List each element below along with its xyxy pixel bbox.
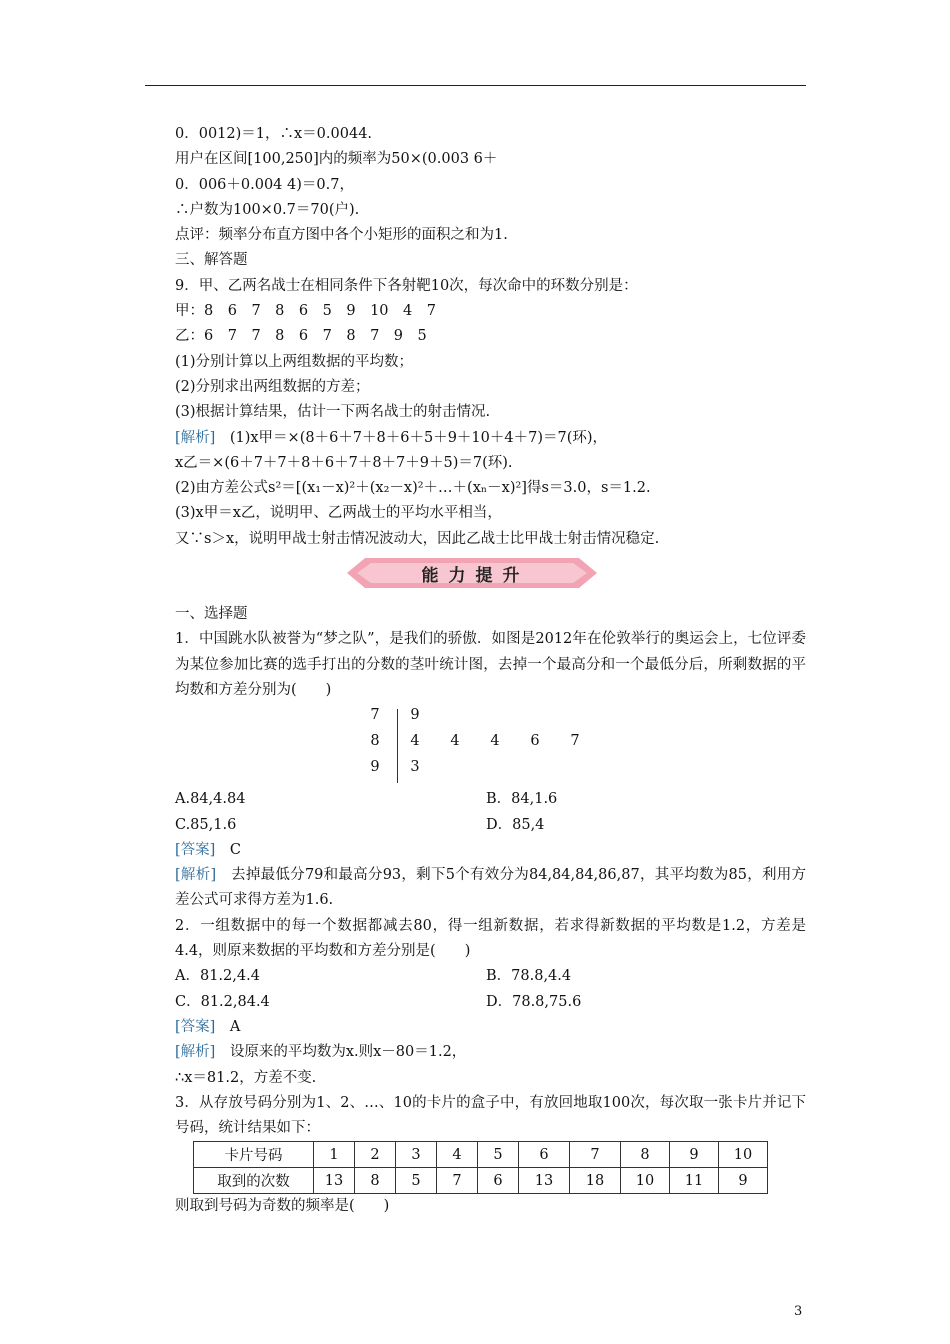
analysis-text: 去掉最低分79和最高分93，剩下5个有效分为84,84,84,86,87，其平均数为85，利用方差公式可求得方差为1.6. [175,867,807,909]
table-cell: 4 [437,1142,478,1168]
table-cell: 5 [478,1142,519,1168]
leaf-value: 4 [490,733,500,750]
question-2-text: 2．一组数据中的每一个数据都减去80，得一组新数据，若求得新数据的平均数是1.2，方差是4.4，则原来数据的平均数和方差分别是( ) [175,917,806,960]
stem-value: 8 [370,733,380,750]
text-line: 点评：频率分布直方图中各个小矩形的面积之和为1. [175,227,508,244]
q2-options-row [145,990,806,1015]
table-cell: 9 [719,1168,768,1194]
question-3-text: 3．从存放号码分别为1、2、…、10的卡片的盒子中，有放回地取100次，每次取一张卡片并记下号码，统计结果如下： [175,1094,806,1137]
table-cell: 1 [314,1142,355,1168]
option-a: A.84,4.84 [175,791,246,808]
q2-answer [145,1015,806,1040]
table-cell: 8 [355,1168,396,1194]
table-cell: 8 [621,1142,670,1168]
leaf-value: 4 [450,733,460,750]
table-cell: 7 [570,1142,621,1168]
stem-leaf-plot [145,707,806,785]
option-d: D．78.8,75.6 [486,993,582,1010]
table-header-cell: 取到的次数 [194,1168,314,1194]
table-cell: 6 [519,1142,570,1168]
analysis-tag: [解析] [175,1044,216,1061]
table-cell: 2 [355,1142,396,1168]
section-banner [145,554,806,594]
answer-value: A [229,1018,241,1035]
question-9-text: 9．甲、乙两名战士在相同条件下各射靶10次，每次命中的环数分别是： [175,277,638,294]
option-c: C.85,1.6 [175,816,237,833]
table-cell: 13 [314,1168,355,1194]
stem-value: 9 [370,759,380,776]
leaf-value: 6 [530,733,540,750]
table-cell: 9 [670,1142,719,1168]
stem-value: 7 [370,707,380,724]
q9-analysis-line: (2)由方差公式s²＝[(x₁－x)²＋(x₂－x)²＋…＋(xₙ－x)²]得s＝3.0，s＝1.2. [175,480,651,497]
answer-value: C [229,841,241,858]
table-cell: 18 [570,1168,621,1194]
q9-part-2: (2)分别求出两组数据的方差； [175,378,370,395]
banner-title: 能力提升 [421,566,530,587]
option-d: D．85,4 [486,816,545,833]
card-count-table [193,1141,768,1194]
page-number: 3 [794,1304,803,1319]
option-b: B．84,1.6 [486,791,558,808]
q9-part-1: (1)分别计算以上两组数据的平均数； [175,353,414,370]
table-cell: 13 [519,1168,570,1194]
q9-analysis-line: (3)x甲＝x乙，说明甲、乙两战士的平均水平相当， [175,505,502,522]
q1-options-row [145,813,806,838]
section-heading: 一、选择题 [175,606,248,623]
stem-divider [397,709,398,783]
q2-analysis-line: ∴x＝81.2，方差不变. [175,1069,317,1086]
option-a: A．81.2,4.4 [175,968,260,985]
text-line: 0．0012)＝1，∴x＝0.0044. [175,126,373,142]
text-line: 0．006＋0.004 4)＝0.7， [175,176,354,193]
q9-data-yi: 乙：6 7 7 8 6 7 8 7 9 5 [175,328,427,345]
analysis-tag: [解析] [175,867,217,884]
table-cell: 5 [396,1168,437,1194]
table-cell: 11 [670,1168,719,1194]
q1-options-row [145,787,806,812]
answer-tag: [答案] [175,841,216,858]
q9-analysis-line: x乙＝×(6＋7＋7＋8＋6＋7＋8＋7＋9＋5)＝7(环). [175,454,513,471]
leaf-value: 9 [410,707,420,724]
q9-part-3: (3)根据计算结果，估计一下两名战士的射击情况. [175,404,491,421]
option-b: B．78.8,4.4 [486,968,572,985]
answer-tag: [答案] [175,1018,216,1035]
section-heading: 三、解答题 [175,252,248,269]
table-cell: 10 [621,1168,670,1194]
q2-options-row [145,964,806,989]
leaf-value: 4 [410,733,420,750]
table-cell: 6 [478,1168,519,1194]
analysis-text: (1)x甲＝×(8＋6＋7＋8＋6＋5＋9＋10＋4＋7)＝7(环)， [229,429,608,446]
q1-analysis [145,863,806,914]
table-cell: 10 [719,1142,768,1168]
analysis-tag: [解析] [175,429,216,446]
text-line: 用户在区间[100,250]内的频率为50×(0.003 6＋ [175,151,498,168]
q9-analysis-line [145,426,806,451]
text-line: ∴户数为100×0.7＝70(户). [175,201,360,218]
table-row [194,1142,768,1168]
leaf-value: 7 [570,733,580,750]
table-row [194,1168,768,1194]
q2-analysis [145,1040,806,1065]
q9-data-jia: 甲：8 6 7 8 6 5 9 10 4 7 [175,303,436,320]
q1-answer [145,838,806,863]
analysis-text: 设原来的平均数为x.则x－80＝1.2， [229,1044,467,1061]
q9-analysis-line: 又∵s＞x，说明甲战士射击情况波动大，因此乙战士比甲战士射击情况稳定. [175,530,660,547]
table-header-cell: 卡片号码 [194,1142,314,1168]
q3-question-end: 则取到号码为奇数的频率是( ) [175,1198,390,1215]
leaf-value: 3 [410,759,420,776]
page-content [145,122,806,1220]
table-cell: 7 [437,1168,478,1194]
question-1-text: 1．中国跳水队被誉为“梦之队”，是我们的骄傲．如图是2012年在伦敦举行的奥运会上，七位评委为某位参加比赛的选手打出的分数的茎叶统计图，去掉一个最高分和一个最低分后，所剩数据的平均数和方差分别为( ) [175,631,806,698]
table-cell: 3 [396,1142,437,1168]
option-c: C．81.2,84.4 [175,993,270,1010]
header-rule [145,85,806,86]
